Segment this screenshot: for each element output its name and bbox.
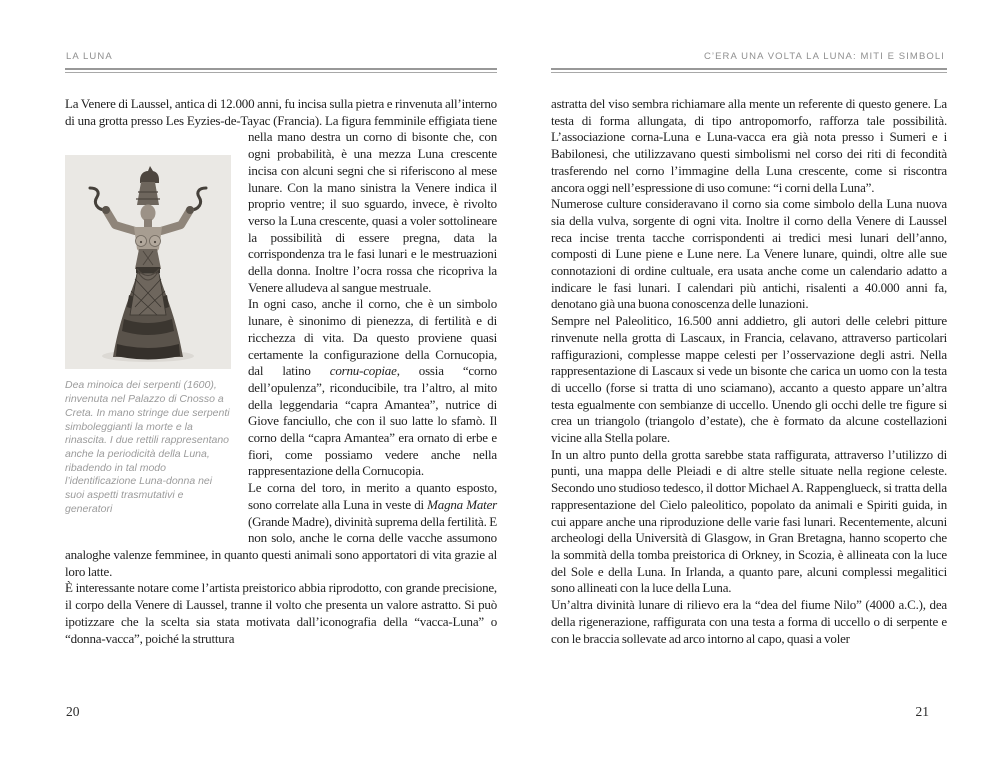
paragraph: Numerose culture consideravano il corno sia come simbolo della Luna nuova sia della vulva, sorgente di ogni vita. Inoltre il corno della Venere di Laussel reca incise trenta tacche corrispondenti ai tredici mesi lunari dell’anno, composti di Lune piene e Lune nere. La Venere lunare, quindi, oltre alle sue connotazioni di ordine cultuale, era usata anche come un calendario adatto a indicare le fasi lunari. I calendari più antichi, risalenti a 40.000 anni fa, denotano già una buona conoscenza delle lunazioni. [551,196,947,312]
running-header-left: LA LUNA [66,51,113,62]
latin-term: cornu-copiae [329,363,397,379]
paragraph: astratta del viso sembra richiamare alla mente un referente di questo genere. La testa di forma allungata, di tipo antropomorfo, rafforza tale possibilità. L’associazione corna-Luna e Luna-vacca era già nota presso i Sumeri e i Babilonesi, che utilizzavano questi simbolismi nel corso dei riti di fecondità trasferendo nel corno l’immagine della Luna crescente, come si riscontra ancora oggi nell’espressione di uso comune: “i corni della Luna”. [551,96,947,195]
page-number-left: 20 [66,704,80,719]
right-page [551,0,947,770]
paragraph-text: con ogni probabilità, è una mezza Luna crescente incisa con alcuni segni che si riferiscono al mese lunare. Con la mano sinistra la Venere indica il proprio ventre; il suo sguardo, invece, è rivolto verso la Luna crescente, quasi a voler sottolineare la possibilità di essere pregna, data la corrispondenza tra le fasi lunari e le mestruazioni della donna. Inoltre l’ocra rossa che ricopriva la Venere alludeva al sangue mestruale. [248,129,497,295]
page-number-right: 21 [915,704,929,719]
paragraph: Un’altra divinità lunare di rilievo era la “dea del fiume Nilo” (4000 a.C.), dea della rigenerazione, raffigurata con una testa a forma di uccello o di serpente e con le braccia sollevate ad arco intorno al capo, quasi a voler [551,597,947,646]
right-page-body [551,96,947,647]
double-rule-left [65,68,497,73]
figure-caption: Dea minoica dei serpenti (1600), rinvenuta nel Palazzo di Cnosso a Creta. In mano stringe due serpenti simboleggianti la morte e la rinascita. I due rettili rappresentano anche la periodicità della Luna, ribadendo in tal modo l’identificazione Luna-donna nei suoi aspetti trasmutativi e generatori [65,379,230,515]
left-page [65,0,497,770]
double-rule-right [551,68,947,73]
paragraph: Sempre nel Paleolitico, 16.500 anni addietro, gli autori delle celebri pitture rinvenute nella grotta di Lascaux, in Francia, celavano, attraverso particolari raffigurazioni, complesse mappe celesti per l’osservazione degli astri. Nella rappresentazione di Lascaux si vede un bisonte che carica un uomo con la testa di uccello (forse si tratta di uno sciamano), accanto a questo appare un’altra testa egualmente con sembianze di uccello. Unendo gli occhi delle tre figure si crea un triangolo (triangolo d’estate), che è formato da alcune costellazioni vicine alla Stella polare. [551,313,947,446]
paragraph-text: Le corna del toro, in merito a quanto esposto, sono correlate alla Luna in veste di [248,480,497,512]
paragraph: In un altro punto della grotta sarebbe stata raffigurata, attraverso l’utilizzo di punti, una mappa delle Pleiadi e di altre stelle situate nella regione celeste. Secondo uno studioso tedesco, il dottor Michael A. Rappenglueck, si tratta della rappresentazione del Cielo paleolitico, popolato da animali e Spiriti guida, in cui appare anche una riproduzione delle varie fasi lunari. Recentemente, alcuni archeologi della Università di Glasgow, in Gran Bretagna, hanno scoperto che la sommità della tomba preistorica di Orkney, in Scozia, è allineata con la luce del Sole e della Luna. In Irlanda, a quanto pare, alcuni complessi megalitici sono allineati con la luce della Luna. [551,446,947,596]
paragraph-text: (Grande Madre), divinità suprema della fertilità. E non solo, anche le corna delle vacche assumono analoghe valenze femminee, in quanto questi animali sono apportatori di vita grazie al loro latte. [65,513,497,579]
paragraph-text: La Venere di Laussel, antica di 12.000 anni, fu incisa sulla pietra e rinvenuta all’interno di una grotta presso Les Eyzies-de-Tayac (Francia). La figura femminile effigiata tiene nella mano destra un corno di bisonte che, [65,96,497,145]
figure-block [65,131,234,541]
paragraph-text: , ossia “corno dell’opulenza”, riconducibile, tra l’altro, al mito della leggendaria “capra Amantea”, nutrice di Giove fanciullo, che con il suo latte lo sfamò. Il corno della “capra Amantea” era ornato di erbe e fiori, come possiamo vedere anche nella rappresentazione della Cornucopia. [248,363,497,479]
snake-goddess-image [65,155,231,369]
left-page-body [65,96,497,647]
running-header-right: C’ERA UNA VOLTA LA LUNA: MITI E SIMBOLI [703,51,945,62]
latin-term: Magna Mater [427,496,498,512]
paragraph: È interessante notare come l’artista preistorico abbia riprodotto, con grande precisione, il corpo della Venere di Laussel, tranne il volto che presenta un valore astratto. Si può ipotizzare che la scelta sia stata motivata dall’iconografia della “vacca-Luna” o “donna-vacca”, poiché la struttura [65,580,497,646]
paragraph-text: In ogni caso, anche il corno, che è un simbolo lunare, è sinonimo di pienezza, di fertilità e di ricchezza di vita. Da questo proviene quasi certamente la configurazione della Cornucopia, dal latino [248,296,497,379]
